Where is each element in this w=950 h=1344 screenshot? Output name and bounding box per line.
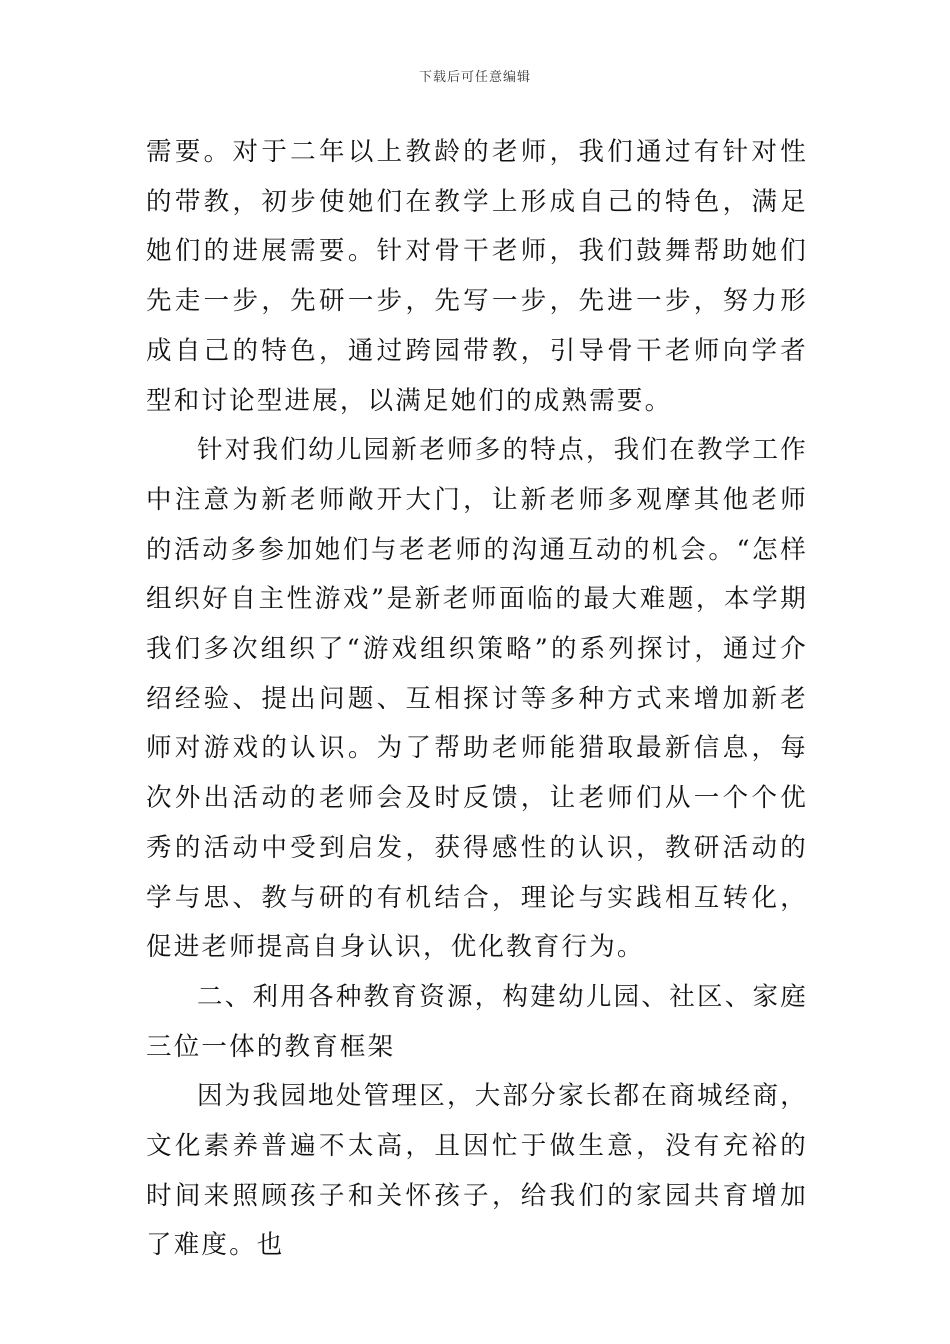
document-body <box>146 128 808 1271</box>
paragraph-3: 因为我园地处管理区，大部分家长都在商城经商，文化素养普遍不太高，且因忙于做生意，没有充裕的时间来照顾孩子和关怀孩子，给我们的家园共育增加了难度。也 <box>146 1081 808 1261</box>
paragraph-2: 针对我们幼儿园新老师多的特点，我们在教学工作中注意为新老师敞开大门，让新老师多观摩其他老师的活动多参加她们与老老师的沟通互动的机会。“怎样组织好自主性游戏”是新老师面临的最大难题，本学期我们多次组织了“游戏组织策略”的系列探讨，通过介绍经验、提出问题、互相探讨等多种方式来增加新老师对游戏的认识。为了帮助老师能猎取最新信息，每次外出活动的老师会及时反馈，让老师们从一个个优秀的活动中受到启发，获得感性的认识，教研活动的学与思、教与研的有机结合，理论与实践相互转化，促进老师提高自身认识，优化教育行为。 <box>146 435 808 963</box>
paragraph-1: 需要。对于二年以上教龄的老师，我们通过有针对性的带教，初步使她们在教学上形成自己的特色，满足她们的进展需要。针对骨干老师，我们鼓舞帮助她们先走一步，先研一步，先写一步，先进一步，努力形成自己的特色，通过跨园带教，引导骨干老师向学者型和讨论型进展，以满足她们的成熟需要。 <box>146 137 808 416</box>
section-heading-2: 二、利用各种教育资源，构建幼儿园、社区、家庭三位一体的教育框架 <box>146 981 808 1062</box>
page-header-note: 下载后可任意编辑 <box>418 70 531 85</box>
